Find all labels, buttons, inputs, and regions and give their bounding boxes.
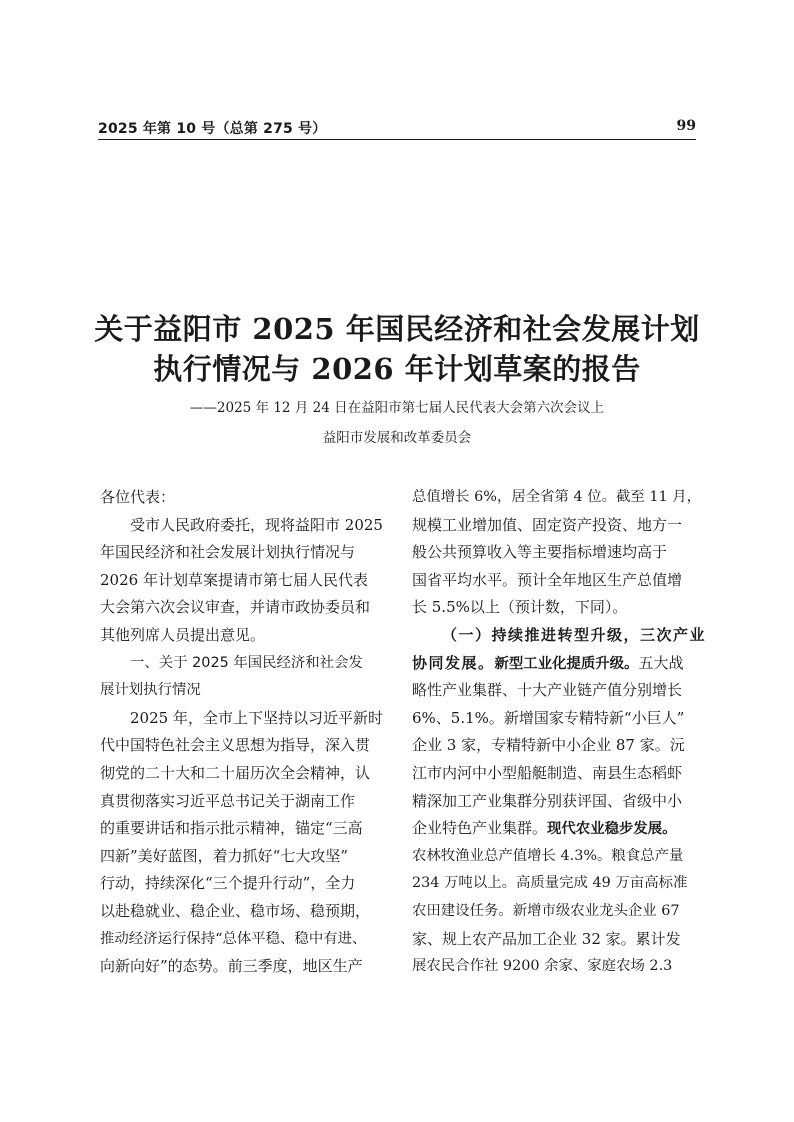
body-line: 推动经济运行保持“总体平稳、稳中有进、 <box>100 930 367 947</box>
body-line <box>412 815 696 843</box>
body-line: 家、规上农产品加工企业 32 家。累计发 <box>412 929 681 948</box>
body-line: 江市内河中小型船艇制造、南县生态稻虾 <box>412 763 683 782</box>
title-line-1: 关于益阳市 2025 年国民经济和社会发展计划 <box>94 312 700 346</box>
title-line-2: 执行情况与 2026 年计划草案的报告 <box>153 352 641 386</box>
body-line: 的重要讲话和指示批示精神，锚定“三高 <box>100 819 363 838</box>
body-line: 以赴稳就业、稳企业、稳市场、稳预期， <box>100 901 371 920</box>
body-line: 四新”美好蓝图，着力抓好“七大攻坚” <box>100 846 349 865</box>
body-line: 年国民经济和社会发展计划执行情况与 <box>100 543 356 562</box>
right-column <box>412 484 707 981</box>
body-line: 234 万吨以上。高质量完成 49 万亩高标准 <box>412 875 688 892</box>
page-number: 99 <box>676 118 696 134</box>
salutation: 各位代表： <box>100 488 176 506</box>
body-line: 向新向好”的态势。前三季度，地区生产 <box>100 957 363 976</box>
body-line: 6%、5.1%。新增国家专精特新“小巨人” <box>412 708 685 727</box>
body-line: 企业 3 家，专精特新中小企业 87 家。沅 <box>412 736 685 755</box>
header-rule <box>98 139 696 140</box>
subsection-heading-end: 协同发展。 <box>412 653 495 672</box>
body-text: 五大战 <box>638 653 684 672</box>
section-heading: 一、关于 2025 年国民经济和社会发 <box>130 654 363 671</box>
author-organization: 益阳市发展和改革委员会 <box>322 430 472 446</box>
body-line: 2026 年计划草案提请市第七届人民代表 <box>100 570 368 589</box>
subsection-heading: （一）持续推进转型升级，三次产业 <box>442 625 707 644</box>
body-line: 展农民合作社 9200 余家、家庭农场 2.3 <box>412 958 673 975</box>
body-line: 精深加工产业集群分别获评国、省级中小 <box>412 791 683 810</box>
section-heading: 展计划执行情况 <box>100 682 201 699</box>
body-line: 长 5.5%以上（预计数，下同）。 <box>412 598 628 617</box>
body-line: 大会第六次会议审查，并请市政协委员和 <box>100 598 371 617</box>
running-header <box>98 118 696 138</box>
body-line: 代中国特色社会主义思想为指导，深入贯 <box>100 736 371 755</box>
body-line: 其他列席人员提出意见。 <box>100 625 266 644</box>
body-line: 农田建设任务。新增市级农业龙头企业 67 <box>412 902 680 919</box>
body-line <box>412 650 696 678</box>
subtitle: ——2025 年 12 月 24 日在益阳市第七届人民代表大会第六次会议上 <box>189 400 605 416</box>
body-line: 总值增长 6%，居全省第 4 位。截至 11 月， <box>412 489 702 505</box>
body-line: 2025 年，全市上下坚持以习近平新时 <box>130 708 383 727</box>
body-line: 农林牧渔业总产值增长 4.3%。粮食总产量 <box>412 847 684 864</box>
topic-heading: 新型工业化提质升级。 <box>494 655 639 672</box>
topic-heading: 现代农业稳步发展。 <box>547 821 677 838</box>
body-line: 般公共预算收入等主要指标增速均高于 <box>412 543 668 562</box>
left-column <box>100 484 384 981</box>
body-text: 企业特色产业集群。 <box>412 819 548 838</box>
body-line: 受市人民政府委托，现将益阳市 2025 <box>130 515 383 534</box>
body-line: 规模工业增加值、固定资产投资、地方一 <box>412 515 683 534</box>
body-line: 行动，持续深化“三个提升行动”，全力 <box>100 874 356 893</box>
body-line: 略性产业集群、十大产业链产值分别增长 <box>412 681 683 700</box>
body-line: 彻党的二十大和二十届历次全会精神，认 <box>100 763 371 782</box>
issue-number: 2025 年第 10 号（总第 275 号） <box>98 121 327 137</box>
body-line: 国省平均水平。预计全年地区生产总值增 <box>412 570 683 589</box>
body-line: 真贯彻落实习近平总书记关于湖南工作 <box>100 791 356 810</box>
